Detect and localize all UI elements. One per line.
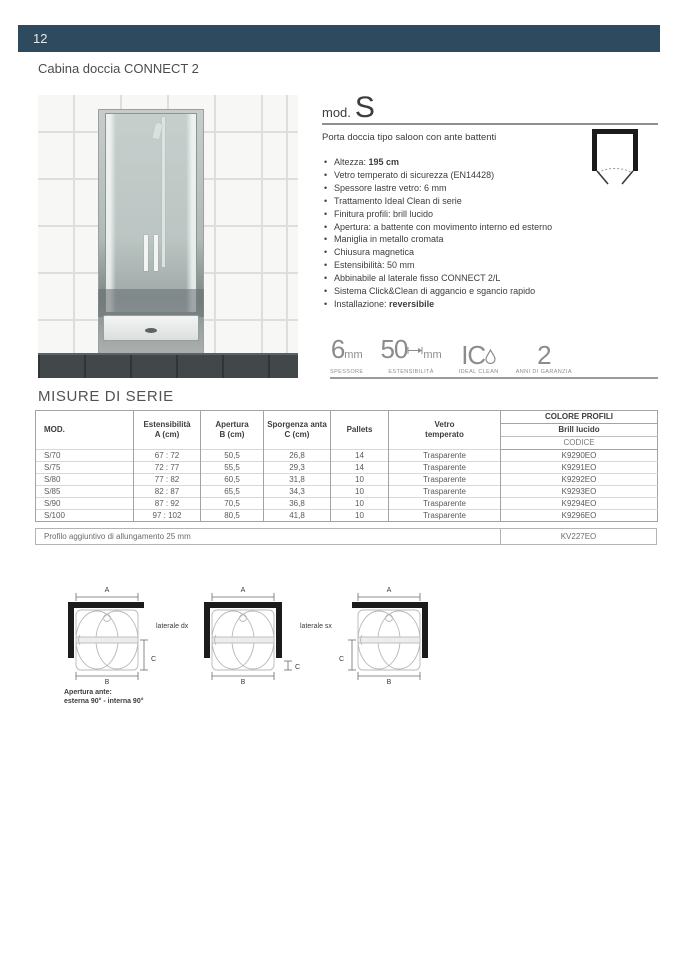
col-header-brill-lucido: Brill lucido xyxy=(501,424,658,437)
diagram-lateral-dx xyxy=(60,584,210,684)
cell-apertura: 65,5 xyxy=(201,486,264,498)
badge-label: SPESSORE xyxy=(330,369,364,375)
feature-text: Spessore lastre vetro: 6 mm xyxy=(334,182,447,193)
cell-estensibilita: 67 : 72 xyxy=(134,450,201,462)
cell-codice: K9291EO xyxy=(501,462,658,474)
cell-mod: S/85 xyxy=(36,486,134,498)
col-header-colore-profili: COLORE PROFILI xyxy=(501,411,658,424)
model-block xyxy=(322,92,658,311)
feature-text: Chiusura magnetica xyxy=(334,247,415,258)
cell-pallets: 10 xyxy=(331,474,389,486)
product-subtitle: Porta doccia tipo saloon con ante battenti xyxy=(322,132,497,143)
cell-apertura: 50,5 xyxy=(201,450,264,462)
col-header-sporgenza xyxy=(264,411,331,450)
feature-text: Estensibilità: 50 mm xyxy=(334,260,415,271)
cell-apertura: 70,5 xyxy=(201,498,264,510)
cell-vetro: Trasparente xyxy=(389,510,501,522)
col-header-estensibilita xyxy=(134,411,201,450)
cell-estensibilita: 87 : 92 xyxy=(134,498,201,510)
aperture-note-line2: esterna 90° - interna 90° xyxy=(64,698,144,705)
page-header-bar xyxy=(18,25,660,52)
feature-bold-text: reversibile xyxy=(389,298,435,309)
badge-warranty xyxy=(516,342,572,375)
product-photo xyxy=(38,95,298,378)
model-title xyxy=(322,92,658,122)
cell-codice: K9292EO xyxy=(501,474,658,486)
header-line: Estensibilità xyxy=(143,420,191,429)
col-header-apertura xyxy=(201,411,264,450)
extra-profile-label: Profilo aggiuntivo di allungamento 25 mm xyxy=(44,532,191,541)
feature-item xyxy=(322,285,592,298)
floor-tiles xyxy=(38,353,298,378)
cell-codice: K9296EO xyxy=(501,510,658,522)
model-label: mod. xyxy=(322,105,351,120)
section-title-misure: MISURE DI SERIE xyxy=(38,388,174,405)
cell-vetro: Trasparente xyxy=(389,486,501,498)
extensibility-arrow-icon xyxy=(407,346,423,358)
shower-tray xyxy=(103,315,199,341)
svg-text:A: A xyxy=(104,587,110,594)
col-header-pallets: Pallets xyxy=(331,411,389,450)
cell-vetro: Trasparente xyxy=(389,450,501,462)
cell-mod: S/80 xyxy=(36,474,134,486)
feature-item xyxy=(322,221,592,234)
cell-pallets: 10 xyxy=(331,486,389,498)
diagram-lateral-sx xyxy=(286,584,436,684)
cell-mod: S/90 xyxy=(36,498,134,510)
table-row xyxy=(36,510,658,522)
table-row xyxy=(36,462,658,474)
extra-profile-row xyxy=(35,528,657,545)
cell-vetro: Trasparente xyxy=(389,498,501,510)
cell-codice: K9294EO xyxy=(501,498,658,510)
feature-text: Finitura profili: brill lucido xyxy=(334,208,434,219)
feature-bold-text: 195 cm xyxy=(368,157,400,167)
feature-text: Altezza: xyxy=(334,157,369,167)
cell-mod: S/100 xyxy=(36,510,134,522)
cell-pallets: 10 xyxy=(331,498,389,510)
feature-item xyxy=(322,156,592,169)
cell-estensibilita: 97 : 102 xyxy=(134,510,201,522)
svg-text:C: C xyxy=(151,656,157,663)
cell-mod: S/70 xyxy=(36,450,134,462)
page-number: 12 xyxy=(33,31,48,46)
feature-item xyxy=(322,169,592,182)
size-table-header xyxy=(36,411,658,450)
cell-apertura: 80,5 xyxy=(201,510,264,522)
shower-niche xyxy=(98,109,204,357)
badge-label: ESTENSIBILITÀ xyxy=(388,369,434,375)
cell-sporgenza: 41,8 xyxy=(264,510,331,522)
feature-item xyxy=(322,272,592,285)
col-header-codice: CODICE xyxy=(501,437,658,450)
badge-value: 6 xyxy=(330,334,345,364)
cell-codice: K9290EO xyxy=(501,450,658,462)
divider-line xyxy=(330,377,658,379)
feature-text: Apertura: a battente con movimento interno ed esterno xyxy=(334,221,553,232)
cell-sporgenza: 34,3 xyxy=(264,486,331,498)
cell-sporgenza: 26,8 xyxy=(264,450,331,462)
feature-text: Maniglia in metallo cromata xyxy=(334,234,444,245)
feature-list xyxy=(322,156,592,311)
shower-glass-door xyxy=(105,113,197,313)
cell-sporgenza: 31,8 xyxy=(264,474,331,486)
svg-text:C: C xyxy=(295,664,301,671)
badge-label: IDEAL CLEAN xyxy=(458,369,499,375)
badge-thickness xyxy=(330,336,363,375)
door-handle xyxy=(144,235,148,271)
cell-vetro: Trasparente xyxy=(389,462,501,474)
badge-value: 50 xyxy=(380,334,408,364)
size-table-body xyxy=(36,450,658,522)
cell-codice: K9293EO xyxy=(501,486,658,498)
cell-mod: S/75 xyxy=(36,462,134,474)
cell-apertura: 55,5 xyxy=(201,462,264,474)
header-line: Sporgenza anta xyxy=(267,420,327,429)
svg-text:A: A xyxy=(240,587,246,594)
header-line: temperato xyxy=(425,430,464,439)
feature-item xyxy=(322,246,592,259)
badge-value: 2 xyxy=(537,340,551,370)
cell-pallets: 10 xyxy=(331,510,389,522)
cell-apertura: 60,5 xyxy=(201,474,264,486)
cell-sporgenza: 29,3 xyxy=(264,462,331,474)
cell-estensibilita: 82 : 87 xyxy=(134,486,201,498)
feature-item xyxy=(322,298,592,311)
tray-waste xyxy=(145,328,157,333)
col-header-mod: MOD. xyxy=(36,411,134,450)
header-line: Apertura xyxy=(215,420,249,429)
feature-item xyxy=(322,233,592,246)
badge-unit: mm xyxy=(423,349,442,361)
svg-text:B: B xyxy=(104,679,110,684)
col-header-vetro xyxy=(389,411,501,450)
feature-item xyxy=(322,259,592,272)
saloon-door-top-view-icon xyxy=(590,127,640,187)
feature-text: Trattamento Ideal Clean di serie xyxy=(334,195,462,206)
extra-profile-code: KV227EO xyxy=(500,529,656,544)
cell-estensibilita: 72 : 77 xyxy=(134,462,201,474)
aperture-note xyxy=(64,688,144,706)
door-handle xyxy=(154,235,158,271)
svg-text:A: A xyxy=(386,587,392,594)
cell-pallets: 14 xyxy=(331,462,389,474)
feature-item xyxy=(322,182,592,195)
cell-vetro: Trasparente xyxy=(389,474,501,486)
table-row xyxy=(36,486,658,498)
header-line: B (cm) xyxy=(219,430,245,439)
cell-estensibilita: 77 : 82 xyxy=(134,474,201,486)
table-row xyxy=(36,450,658,462)
badge-label: ANNI DI GARANZIA xyxy=(515,369,572,375)
badge-unit: mm xyxy=(344,349,363,361)
model-value: S xyxy=(354,91,375,124)
droplet-icon xyxy=(485,349,496,364)
header-line: Vetro xyxy=(434,420,455,429)
size-table xyxy=(35,410,658,522)
spec-badges xyxy=(330,336,658,375)
svg-text:B: B xyxy=(386,679,392,684)
header-line: C (cm) xyxy=(284,430,310,439)
cell-pallets: 14 xyxy=(331,450,389,462)
feature-text: Vetro temperato di sicurezza (EN14428) xyxy=(334,169,495,180)
badge-ideal-clean xyxy=(459,342,499,375)
badge-value: IC xyxy=(461,340,486,370)
badge-extensibility xyxy=(380,336,441,375)
header-line: A (cm) xyxy=(154,430,180,439)
svg-text:B: B xyxy=(240,679,246,684)
shower-lower-wall xyxy=(98,289,204,317)
svg-text:laterale dx: laterale dx xyxy=(156,623,189,630)
svg-text:C: C xyxy=(339,656,345,663)
product-title: Cabina doccia CONNECT 2 xyxy=(38,61,199,76)
table-row xyxy=(36,474,658,486)
feature-item xyxy=(322,208,592,221)
feature-text: Sistema Click&Clean di aggancio e sgancio rapido xyxy=(334,286,536,297)
feature-text: Installazione: xyxy=(334,298,390,309)
svg-text:laterale sx: laterale sx xyxy=(300,623,332,630)
cell-sporgenza: 36,8 xyxy=(264,498,331,510)
feature-text: Abbinabile al laterale fisso CONNECT 2/L xyxy=(334,273,501,284)
feature-item xyxy=(322,195,592,208)
aperture-note-line1: Apertura ante: xyxy=(64,689,112,696)
table-row xyxy=(36,498,658,510)
